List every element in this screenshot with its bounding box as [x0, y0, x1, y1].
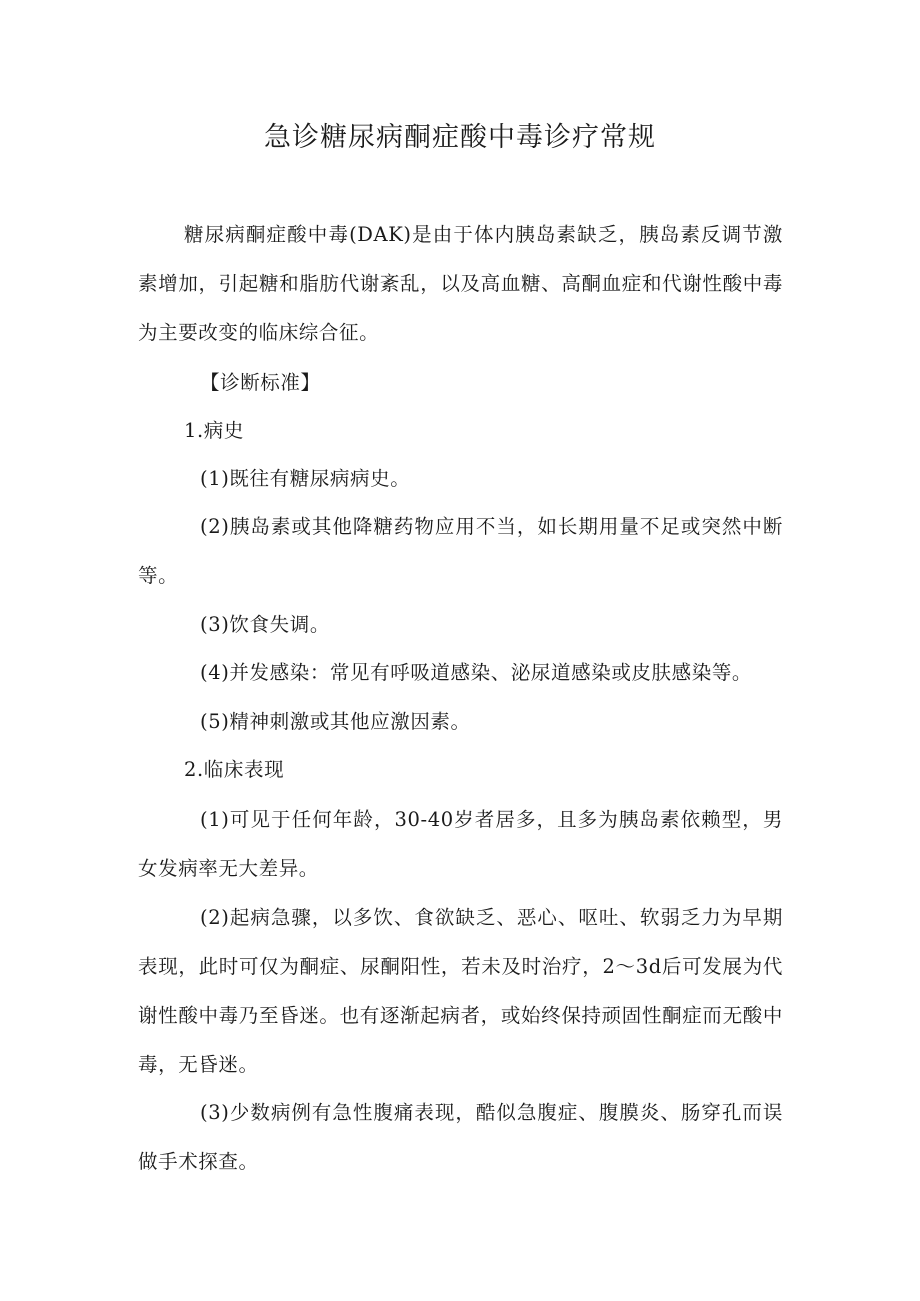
clinical-item-2: (2)起病急骤，以多饮、食欲缺乏、恶心、呕吐、软弱乏力为早期表现，此时可仅为酮症、尿酮阳性，若未及时治疗，2～3d后可发展为代谢性酸中毒乃至昏迷。也有逐渐起病者，或始终保持顽固性酮症而无酸中毒，无昏迷。	[138, 906, 783, 1076]
page-title: 急诊糖尿病酮症酸中毒诊疗常规	[264, 122, 656, 153]
history-item-4: (4)并发感染：常见有呼吸道感染、泌尿道感染或皮肤感染等。	[200, 661, 753, 684]
history-item-3: (3)饮食失调。	[200, 613, 330, 636]
history-item-1: (1)既往有糖尿病病史。	[200, 467, 411, 490]
intro-paragraph: 糖尿病酮症酸中毒(DAK)是由于体内胰岛素缺乏，胰岛素反调节激素增加，引起糖和脂肪代谢紊乱，以及高血糖、高酮血症和代谢性酸中毒为主要改变的临床综合征。	[138, 223, 783, 344]
history-item-5: (5)精神刺激或其他应激因素。	[200, 710, 471, 733]
history-item-2: (2)胰岛素或其他降糖药物应用不当，如长期用量不足或突然中断等。	[138, 515, 783, 587]
clinical-heading: 2.临床表现	[184, 758, 285, 781]
section-heading-diagnosis: 【诊断标准】	[200, 371, 321, 394]
clinical-item-3: (3)少数病例有急性腹痛表现，酷似急腹症、腹膜炎、肠穿孔而误做手术探查。	[138, 1101, 783, 1173]
clinical-item-1: (1)可见于任何年龄，30-40岁者居多，且多为胰岛素依赖型，男女发病率无大差异。	[138, 808, 783, 880]
history-heading: 1.病史	[184, 419, 245, 442]
